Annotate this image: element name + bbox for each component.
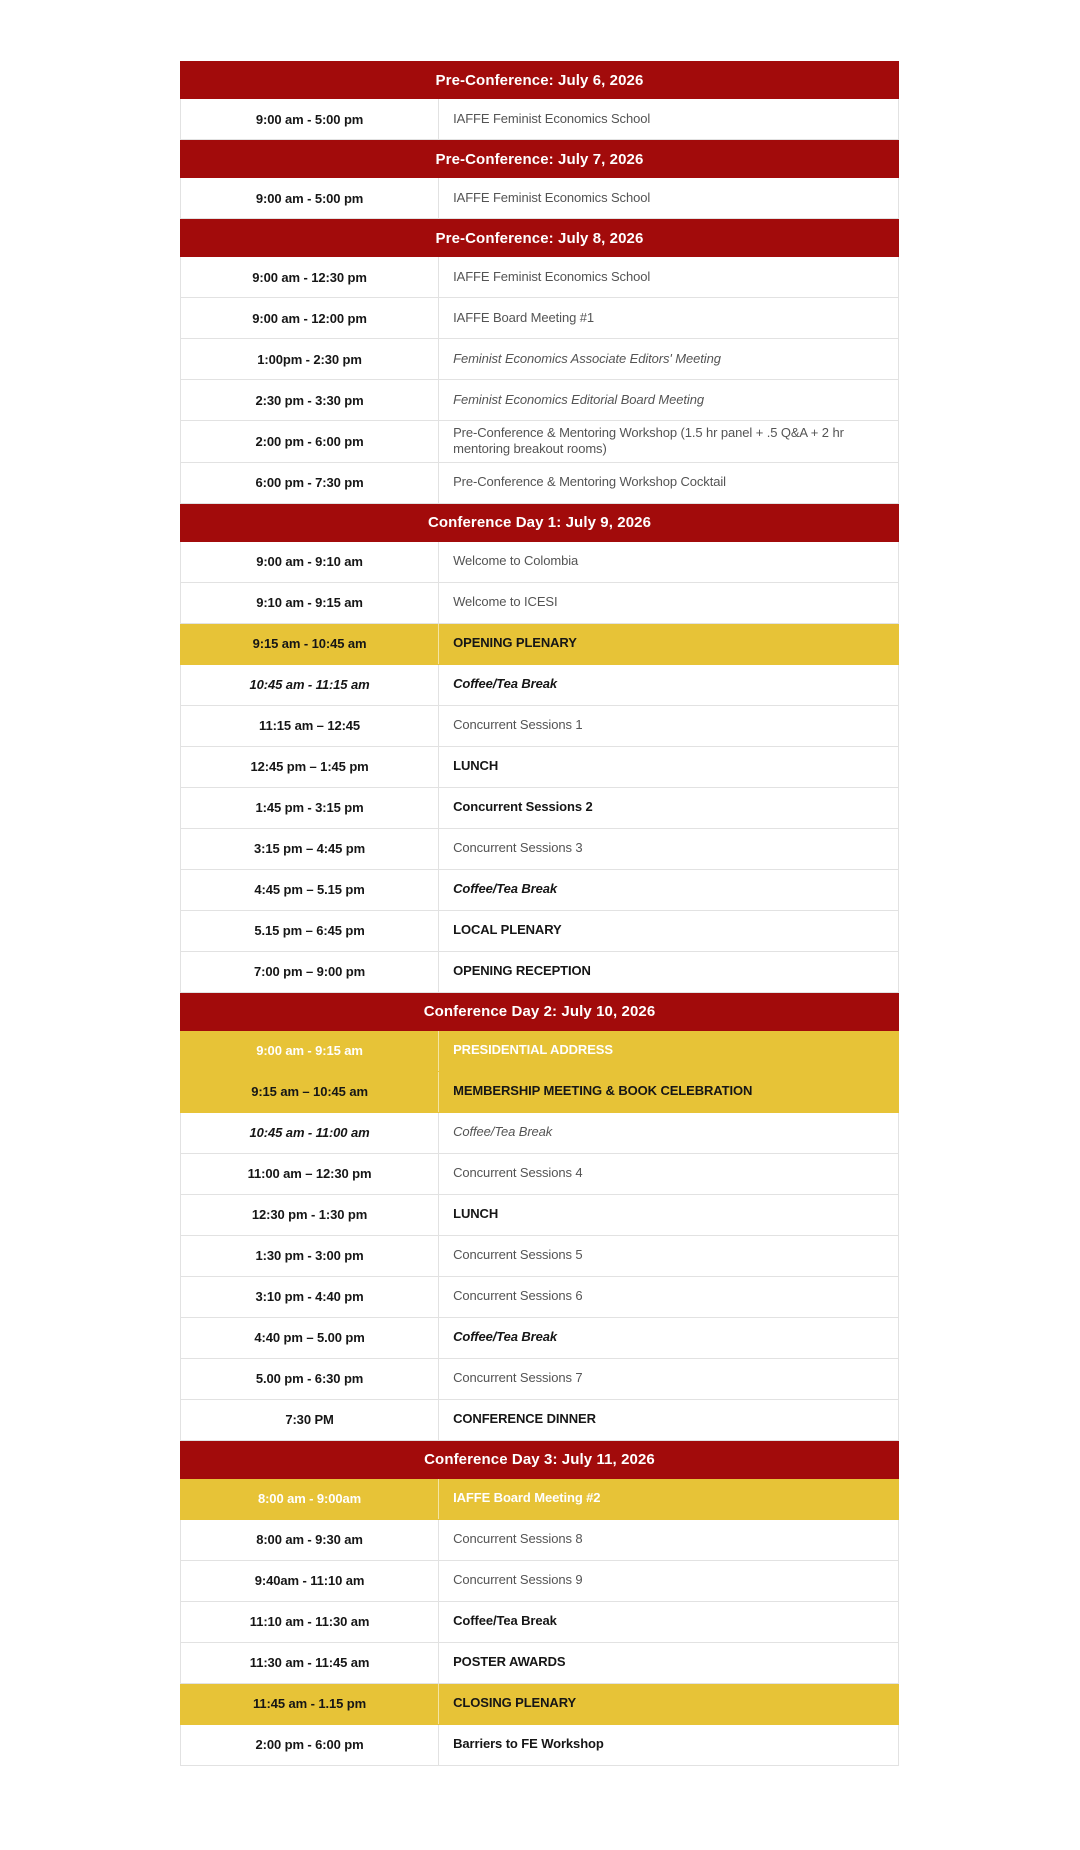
section-header: Conference Day 3: July 11, 2026 <box>180 1441 899 1479</box>
section-header: Pre-Conference: July 7, 2026 <box>180 140 899 178</box>
schedule-row <box>180 542 899 583</box>
section-header: Pre-Conference: July 6, 2026 <box>180 61 899 99</box>
schedule-row <box>180 1236 899 1277</box>
event-cell: Feminist Economics Associate Editors' Meeting <box>453 350 721 366</box>
schedule-row <box>180 1400 899 1441</box>
schedule-row <box>180 1359 899 1400</box>
schedule-row <box>180 257 899 298</box>
time-cell: 7:30 PM <box>181 1400 439 1440</box>
event-cell: Coffee/Tea Break <box>453 1613 557 1629</box>
schedule-row <box>180 178 899 219</box>
schedule-row <box>180 1643 899 1684</box>
event-cell: Concurrent Sessions 2 <box>453 799 593 815</box>
time-cell: 11:10 am - 11:30 am <box>181 1602 439 1642</box>
event-cell: IAFFE Feminist Economics School <box>453 110 651 126</box>
conference-schedule-table <box>180 61 899 1766</box>
time-cell: 1:00pm - 2:30 pm <box>181 339 439 379</box>
event-cell: OPENING RECEPTION <box>453 963 591 979</box>
schedule-row <box>180 1561 899 1602</box>
event-cell: Welcome to Colombia <box>453 553 579 569</box>
event-cell: Concurrent Sessions 8 <box>453 1531 583 1547</box>
time-cell: 11:15 am – 12:45 <box>181 706 439 746</box>
event-cell: Welcome to ICESI <box>453 594 558 610</box>
time-cell: 1:45 pm - 3:15 pm <box>181 788 439 828</box>
time-cell: 1:30 pm - 3:00 pm <box>181 1236 439 1276</box>
section-header: Conference Day 1: July 9, 2026 <box>180 504 899 542</box>
schedule-row <box>180 1520 899 1561</box>
time-cell: 12:30 pm - 1:30 pm <box>181 1195 439 1235</box>
schedule-row <box>180 624 899 665</box>
schedule-row <box>180 952 899 993</box>
time-cell: 12:45 pm – 1:45 pm <box>181 747 439 787</box>
event-cell: Concurrent Sessions 6 <box>453 1288 583 1304</box>
event-cell: Barriers to FE Workshop <box>453 1736 604 1752</box>
event-cell: Concurrent Sessions 7 <box>453 1370 583 1386</box>
event-cell: Concurrent Sessions 9 <box>453 1572 583 1588</box>
event-cell: POSTER AWARDS <box>453 1654 566 1670</box>
event-cell: IAFFE Board Meeting #2 <box>453 1490 601 1506</box>
event-cell: CONFERENCE DINNER <box>453 1411 596 1427</box>
time-cell: 3:10 pm - 4:40 pm <box>181 1277 439 1317</box>
schedule-row <box>180 1195 899 1236</box>
time-cell: 8:00 am - 9:30 am <box>181 1520 439 1560</box>
event-cell: Coffee/Tea Break <box>453 676 558 692</box>
time-cell: 8:00 am - 9:00am <box>181 1479 439 1519</box>
time-cell: 6:00 pm - 7:30 pm <box>181 463 439 503</box>
time-cell: 9:00 am - 5:00 pm <box>181 178 439 218</box>
schedule-row <box>180 1031 899 1072</box>
schedule-row <box>180 1479 899 1520</box>
event-cell: LUNCH <box>453 1206 499 1222</box>
schedule-row <box>180 380 899 421</box>
time-cell: 10:45 am - 11:00 am <box>181 1113 439 1153</box>
time-cell: 4:40 pm – 5.00 pm <box>181 1318 439 1358</box>
event-cell: Feminist Economics Editorial Board Meeting <box>453 391 704 407</box>
schedule-row <box>180 1277 899 1318</box>
time-cell: 11:30 am - 11:45 am <box>181 1643 439 1683</box>
schedule-row <box>180 747 899 788</box>
time-cell: 10:45 am - 11:15 am <box>181 665 439 705</box>
event-cell: Concurrent Sessions 3 <box>453 840 583 856</box>
schedule-row <box>180 583 899 624</box>
event-cell: Pre-Conference & Mentoring Workshop (1.5 hr panel + .5 Q&A + 2 hr mentoring breakout rooms) <box>453 425 844 457</box>
event-cell: PRESIDENTIAL ADDRESS <box>453 1042 613 1058</box>
time-cell: 5.15 pm – 6:45 pm <box>181 911 439 951</box>
schedule-row <box>180 788 899 829</box>
time-cell: 7:00 pm – 9:00 pm <box>181 952 439 992</box>
time-cell: 9:15 am – 10:45 am <box>181 1072 439 1112</box>
time-cell: 9:00 am - 9:10 am <box>181 542 439 582</box>
schedule-row <box>180 339 899 380</box>
event-cell: IAFFE Board Meeting #1 <box>453 309 594 325</box>
schedule-row <box>180 1318 899 1359</box>
time-cell: 2:00 pm - 6:00 pm <box>181 421 439 462</box>
schedule-row <box>180 706 899 747</box>
schedule-row <box>180 665 899 706</box>
time-cell: 9:00 am - 9:15 am <box>181 1031 439 1071</box>
event-cell: Coffee/Tea Break <box>453 1124 553 1140</box>
schedule-row <box>180 99 899 140</box>
schedule-row <box>180 421 899 463</box>
event-cell: Pre-Conference & Mentoring Workshop Cocktail <box>453 474 726 490</box>
schedule-row <box>180 870 899 911</box>
schedule-row <box>180 829 899 870</box>
event-cell: Coffee/Tea Break <box>453 881 558 897</box>
event-cell: LUNCH <box>453 758 499 774</box>
schedule-row <box>180 911 899 952</box>
time-cell: 3:15 pm – 4:45 pm <box>181 829 439 869</box>
time-cell: 2:30 pm - 3:30 pm <box>181 380 439 420</box>
section-header: Pre-Conference: July 8, 2026 <box>180 219 899 257</box>
event-cell: Concurrent Sessions 4 <box>453 1165 583 1181</box>
time-cell: 5.00 pm - 6:30 pm <box>181 1359 439 1399</box>
schedule-row <box>180 1154 899 1195</box>
time-cell: 2:00 pm - 6:00 pm <box>181 1725 439 1765</box>
event-cell: IAFFE Feminist Economics School <box>453 189 651 205</box>
schedule-row <box>180 1602 899 1643</box>
time-cell: 9:15 am - 10:45 am <box>181 624 439 664</box>
schedule-row <box>180 298 899 339</box>
time-cell: 9:00 am - 12:00 pm <box>181 298 439 338</box>
time-cell: 4:45 pm – 5.15 pm <box>181 870 439 910</box>
schedule-row <box>180 1725 899 1766</box>
time-cell: 9:00 am - 5:00 pm <box>181 99 439 139</box>
event-cell: Concurrent Sessions 5 <box>453 1247 583 1263</box>
event-cell: Coffee/Tea Break <box>453 1329 558 1345</box>
event-cell: IAFFE Feminist Economics School <box>453 268 651 284</box>
time-cell: 9:10 am - 9:15 am <box>181 583 439 623</box>
time-cell: 11:00 am – 12:30 pm <box>181 1154 439 1194</box>
time-cell: 9:40am - 11:10 am <box>181 1561 439 1601</box>
time-cell: 11:45 am - 1.15 pm <box>181 1684 439 1724</box>
event-cell: Concurrent Sessions 1 <box>453 717 583 733</box>
event-cell: LOCAL PLENARY <box>453 922 562 938</box>
time-cell: 9:00 am - 12:30 pm <box>181 257 439 297</box>
schedule-row <box>180 463 899 504</box>
event-cell: CLOSING PLENARY <box>453 1695 577 1711</box>
section-header: Conference Day 2: July 10, 2026 <box>180 993 899 1031</box>
event-cell: MEMBERSHIP MEETING & BOOK CELEBRATION <box>453 1083 753 1099</box>
schedule-row <box>180 1113 899 1154</box>
event-cell: OPENING PLENARY <box>453 635 577 651</box>
schedule-row <box>180 1684 899 1725</box>
schedule-row <box>180 1072 899 1113</box>
